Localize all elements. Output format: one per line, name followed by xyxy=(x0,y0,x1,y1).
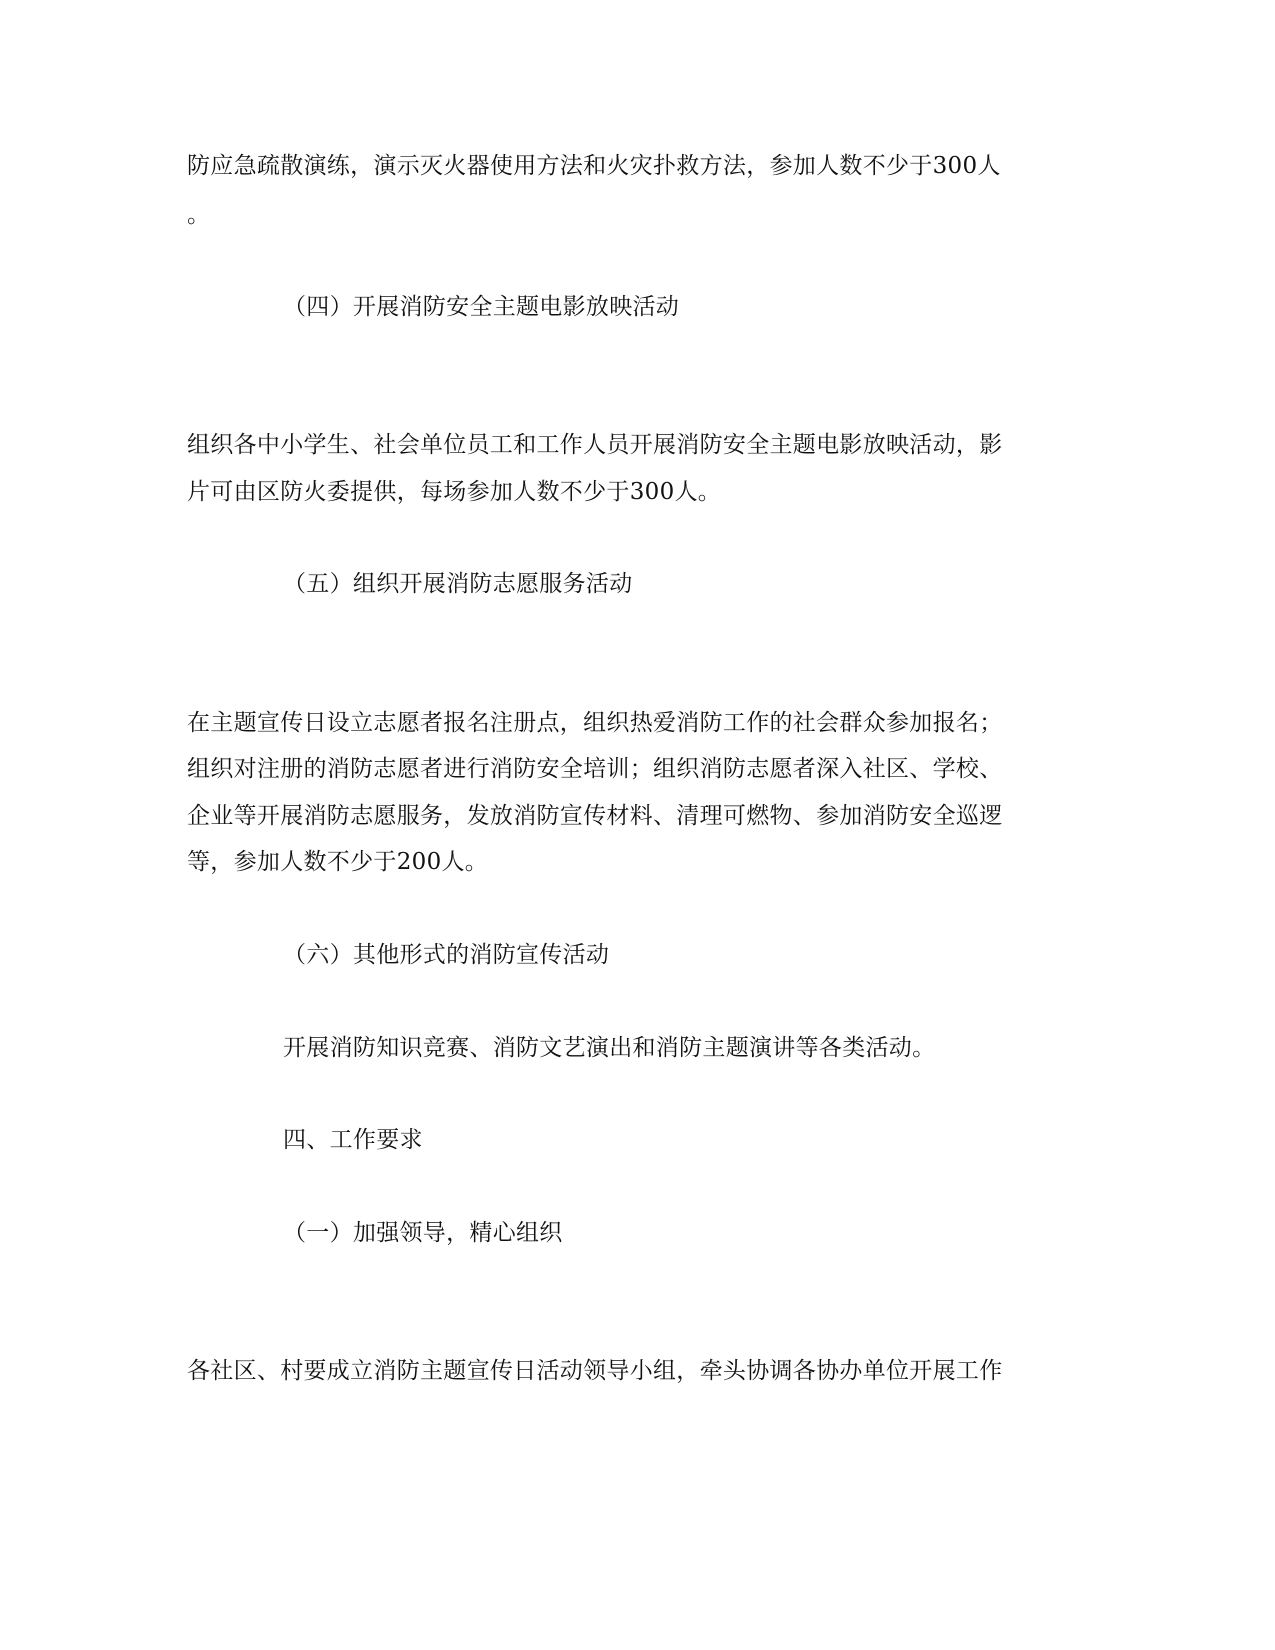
heading-four: （四）开展消防安全主题电影放映活动 xyxy=(283,294,680,320)
paragraph-1-line-2: 。 xyxy=(187,202,211,228)
paragraph-1-line-1: 防应急疏散演练，演示灭火器使用方法和火灾扑救方法，参加人数不少于300人 xyxy=(187,153,1001,179)
heading-six: （六）其他形式的消防宣传活动 xyxy=(283,942,610,968)
paragraph-5-line-1: 各社区、村要成立消防主题宣传日活动领导小组，牵头协调各协办单位开展工作 xyxy=(187,1358,1003,1384)
paragraph-2-line-2: 片可由区防火委提供，每场参加人数不少于300人。 xyxy=(187,479,722,505)
paragraph-3-line-4: 等，参加人数不少于200人。 xyxy=(187,849,489,875)
paragraph-3-line-2: 组织对注册的消防志愿者进行消防安全培训；组织消防志愿者深入社区、学校、 xyxy=(187,756,1003,782)
heading-five: （五）组织开展消防志愿服务活动 xyxy=(283,571,633,597)
paragraph-2-line-1: 组织各中小学生、社会单位员工和工作人员开展消防安全主题电影放映活动，影 xyxy=(187,432,1003,458)
paragraph-4: 开展消防知识竞赛、消防文艺演出和消防主题演讲等各类活动。 xyxy=(283,1035,936,1061)
section-four-title: 四、工作要求 xyxy=(283,1127,423,1153)
paragraph-3-line-1: 在主题宣传日设立志愿者报名注册点，组织热爱消防工作的社会群众参加报名； xyxy=(187,710,1003,736)
paragraph-3-line-3: 企业等开展消防志愿服务，发放消防宣传材料、清理可燃物、参加消防安全巡逻 xyxy=(187,803,1003,829)
heading-one: （一）加强领导，精心组织 xyxy=(283,1220,563,1246)
